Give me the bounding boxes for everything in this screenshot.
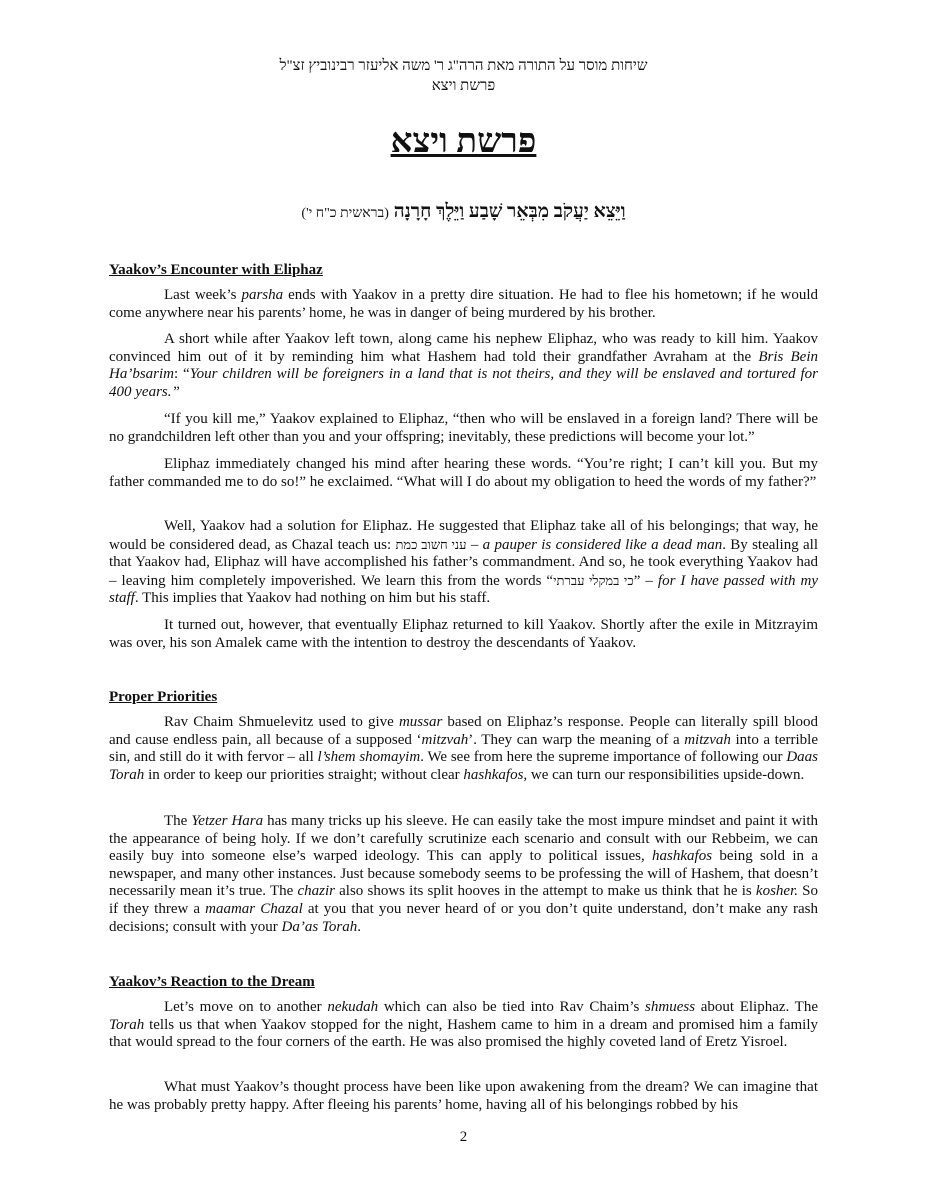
opening-verse xyxy=(109,200,818,226)
paragraph: Well, Yaakov had a solution for Eliphaz. He suggested that Eliphaz take all of his belongings; that way, he would be considered dead, as Chazal teach us: עני חשוב כמת – a pauper is considered like a dead man. By stealing all that Yaakov had, Eliphaz will have accomplished his father’s commandment. And so, he took everything Yaakov had – leaving him completely impoverished. We learn this from the words “כי במקלי עברתי” – for I have passed with my staff. This implies that Yaakov had nothing on him but his staff. xyxy=(109,518,819,607)
section-heading: Yaakov’s Encounter with Eliphaz xyxy=(109,262,323,278)
header-series-line: שיחות מוסר על התורה מאת הרה"ג ר' משה אליעזר רבינוביץ זצ"ל xyxy=(279,58,648,74)
paragraph: The Yetzer Hara has many tricks up his sleeve. He can easily take the most impure mindset and paint it with the appearance of being holy. If we don’t carefully scrutinize each scenario and consult with our Rebbeim, we can easily buy into someone else’s warped ideology. This can apply to political issues, hashkafos being sold in a newspaper, and many other instances. Just because somebody seems to be professing the will of Hashem, that doesn’t necessarily mean it’s true. The chazir also shows its split hooves in the attempt to make us think that he is kosher. So if they threw a maamar Chazal at you that you never heard of or you don’t quite understand, don’t make any rash decisions; consult with your Da’as Torah. xyxy=(109,813,819,935)
running-header xyxy=(109,56,818,96)
paragraph: “If you kill me,” Yaakov explained to Eliphaz, “then who will be enslaved in a foreign land? There will be no grandchildren left other than you and your offspring; inevitably, these predictions will become your lot.” xyxy=(109,411,818,445)
paragraph: Eliphaz immediately changed his mind after hearing these words. “You’re right; I can’t kill you. But my father commanded me to do so!” he exclaimed. “What will I do about my obligation to heed the words of my father?” xyxy=(109,456,818,490)
verse-text: וַיֵּצֵא יַעֲקֹב מִבְּאֵר שָׁבַע וַיֵּלֶךְ חָרָנָה xyxy=(393,201,626,222)
page-number: 2 xyxy=(459,1129,468,1145)
section-heading: Yaakov’s Reaction to the Dream xyxy=(109,974,315,990)
paragraph: Let’s move on to another nekudah which can also be tied into Rav Chaim’s shmuess about Eliphaz. The Torah tells us that when Yaakov stopped for the night, Hashem came to him in a dream and promised him a family that would spread to the four corners of the earth. He was also promised the highly coveted land of Eretz Yisroel. xyxy=(109,999,819,1051)
page-title: פרשת ויצא xyxy=(390,123,537,160)
paragraph: It turned out, however, that eventually Eliphaz returned to kill Yaakov. Shortly after the exile in Mitzrayim was over, his son Amalek came with the intention to destroy the descendants of Yaakov. xyxy=(109,617,818,651)
header-parsha-line: פרשת ויצא xyxy=(431,78,496,94)
verse-source: (בראשית כ"ח י') xyxy=(301,206,389,221)
section-heading: Proper Priorities xyxy=(109,689,218,705)
paragraph: Last week’s parsha ends with Yaakov in a pretty dire situation. He had to flee his hometown; if he would come anywhere near his parents’ home, he was in danger of being murdered by his brother. xyxy=(109,287,818,321)
paragraph: Rav Chaim Shmuelevitz used to give mussar based on Eliphaz’s response. People can literally spill blood and cause endless pain, all because of a supposed ‘mitzvah’. They can warp the meaning of a mitzvah into a terrible sin, and still do it with fervor – all l’shem shomayim. We see from here the supreme importance of following our Daas Torah in order to keep our priorities straight; without clear hashkafos, we can turn our responsibilities upside-down. xyxy=(109,714,819,783)
paragraph: What must Yaakov’s thought process have been like upon awakening from the dream? We can imagine that he was probably pretty happy. After fleeing his parents’ home, having all of his belongings robbed by his xyxy=(109,1079,818,1113)
paragraph: A short while after Yaakov left town, along came his nephew Eliphaz, who was ready to kill him. Yaakov convinced him out of it by reminding him what Hashem had told their grandfather Avraham at the Bris Bein Ha’bsarim: “Your children will be foreigners in a land that is not theirs, and they will be enslaved and tortured for 400 years.” xyxy=(109,331,819,400)
